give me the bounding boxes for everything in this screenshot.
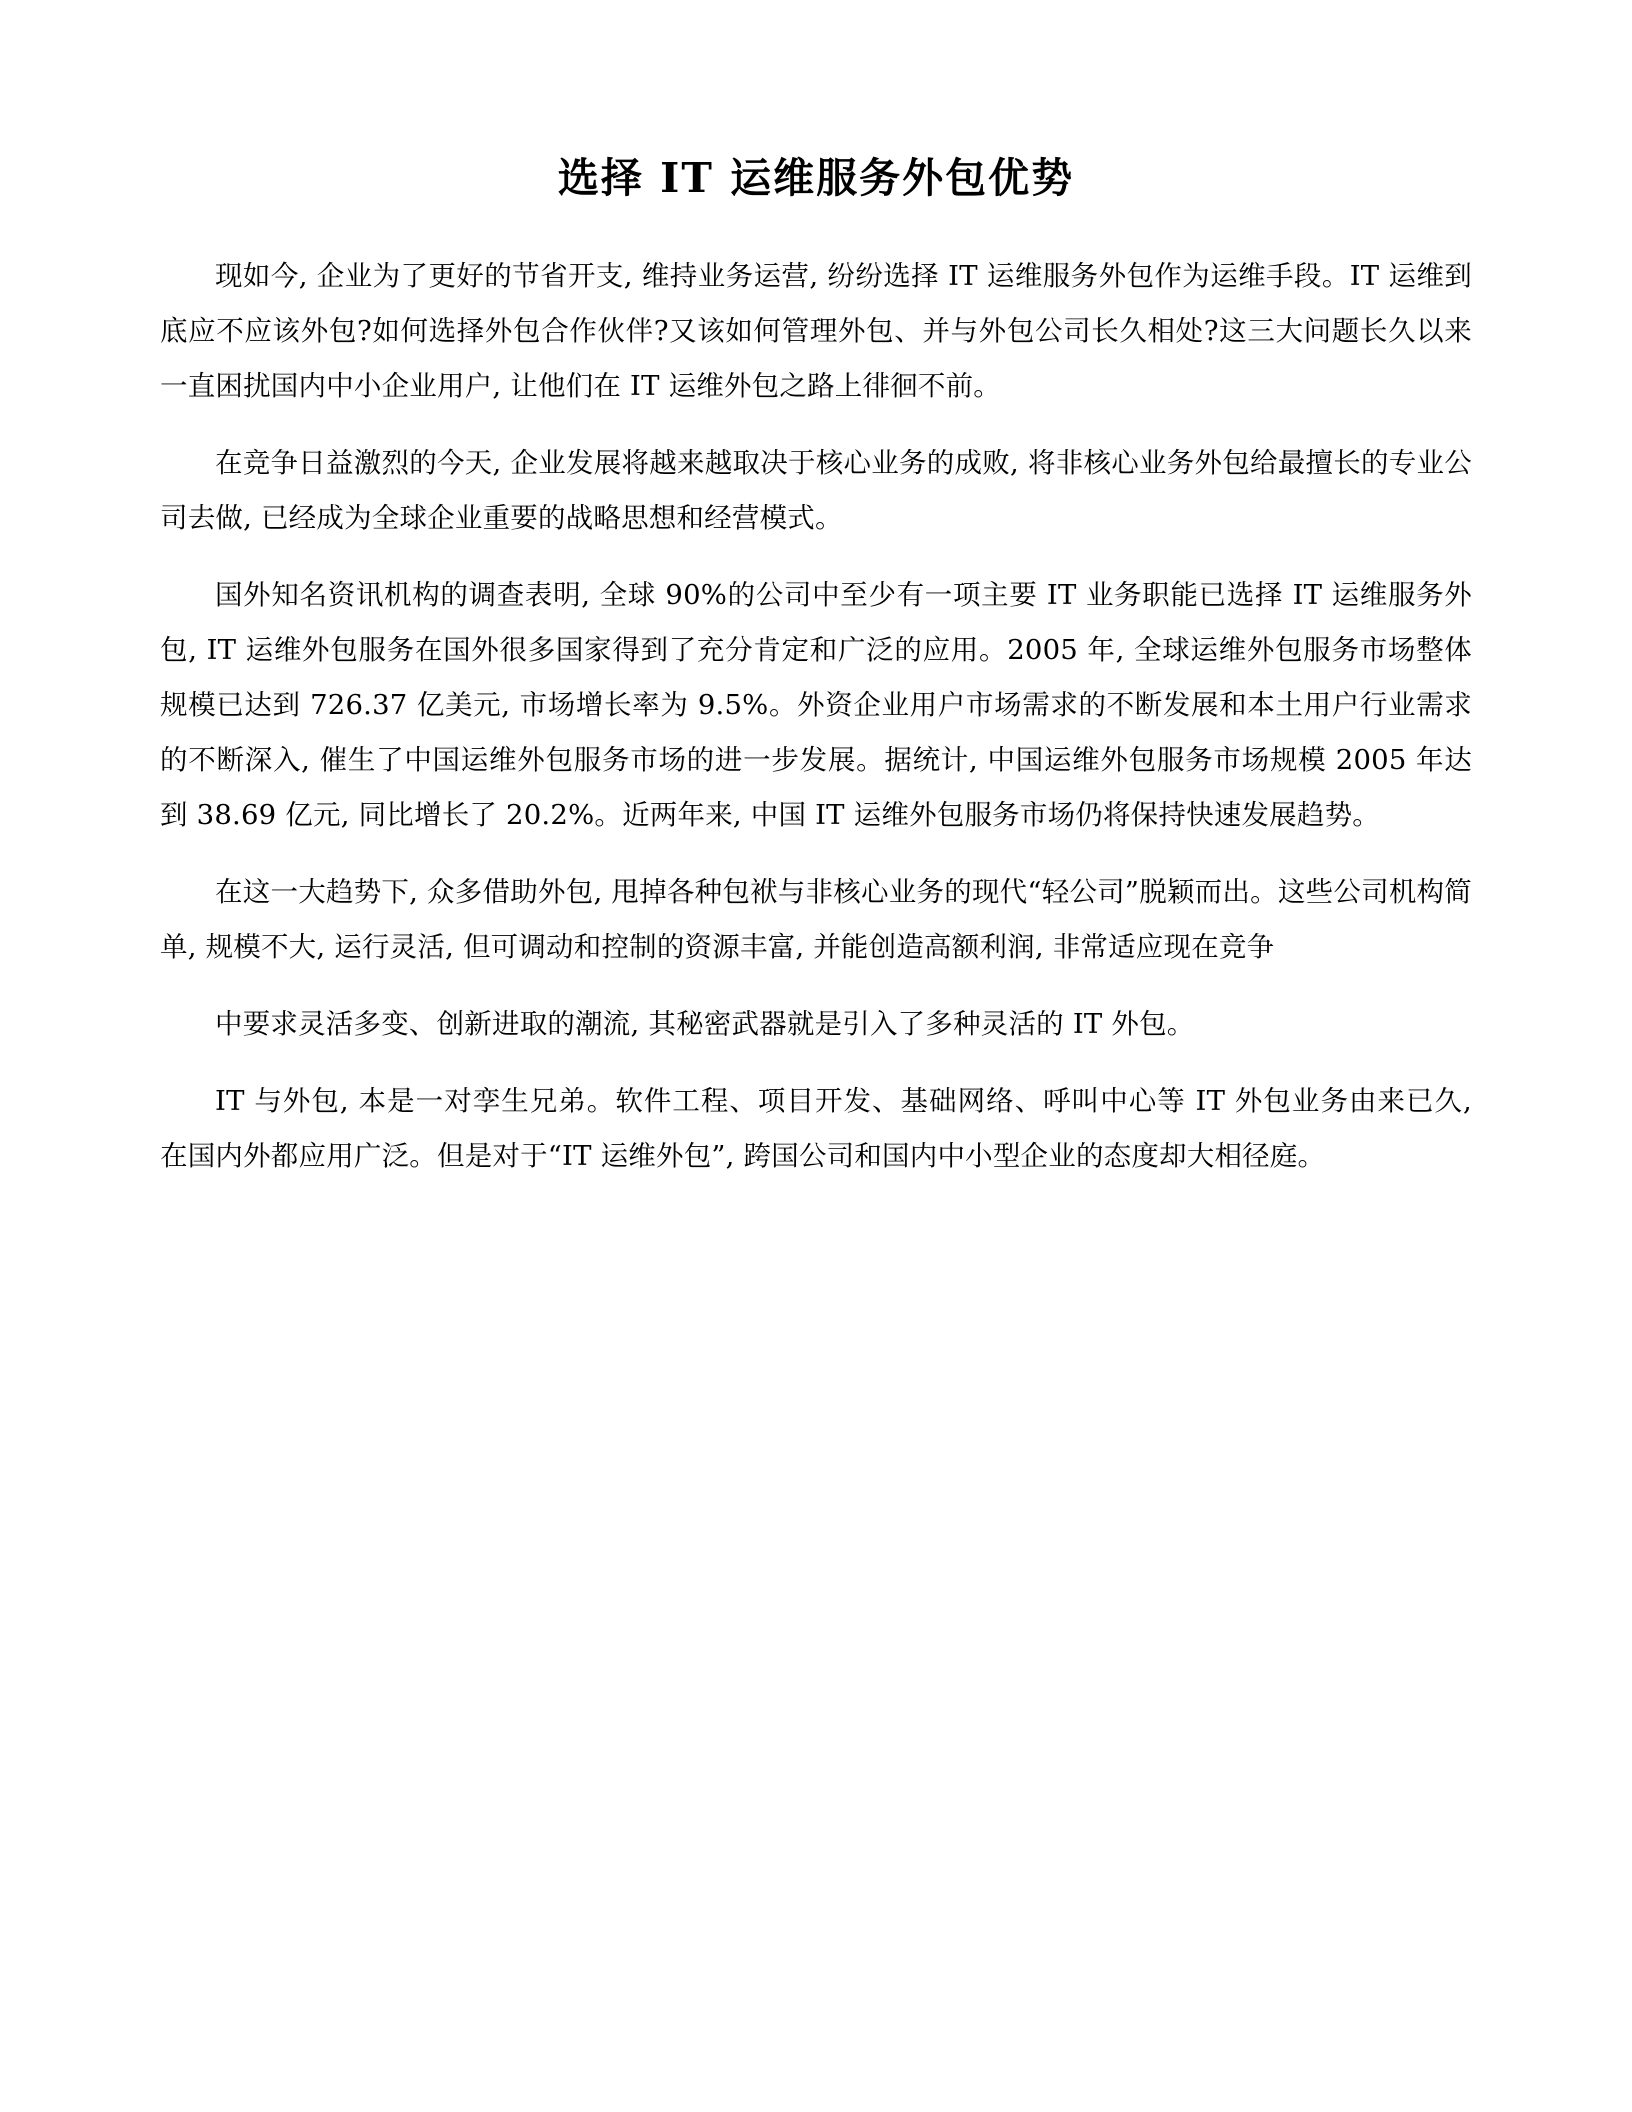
paragraph: IT 与外包, 本是一对孪生兄弟。软件工程、项目开发、基础网络、呼叫中心等 IT 外包业务由来已久, 在国内外都应用广泛。但是对于“IT 运维外包”, 跨国公司和国内中小型企业的态度却大相径庭。 (160, 1085, 1472, 1173)
paragraph: 在竞争日益激烈的今天, 企业发展将越来越取决于核心业务的成败, 将非核心业务外包给最擅长的专业公司去做, 已经成为全球企业重要的战略思想和经营模式。 (160, 447, 1472, 535)
paragraph: 中要求灵活多变、创新进取的潮流, 其秘密武器就是引入了多种灵活的 IT 外包。 (215, 1008, 1195, 1041)
paragraph: 国外知名资讯机构的调查表明, 全球 90%的公司中至少有一项主要 IT 业务职能已选择 IT 运维服务外包, IT 运维外包服务在国外很多国家得到了充分肯定和广泛的应用。2005 年, 全球运维外包服务市场整体规模已达到 726.37 亿美元, 市场增长率为 9.5%。外资企业用户市场需求的不断发展和本土用户行业需求的不断深入, 催生了中国运维外包服务市场的进一步发展。据统计, 中国运维外包服务市场规模 2005 年达到 38.69 亿元, 同比增长了 20.2%。近两年来, 中国 IT 运维外包服务市场仍将保持快速发展趋势。 (160, 579, 1472, 832)
document-body (160, 249, 1472, 1184)
page-title: 选择 IT 运维服务外包优势 (557, 154, 1075, 202)
paragraph: 在这一大趋势下, 众多借助外包, 甩掉各种包袱与非核心业务的现代“轻公司”脱颖而出。这些公司机构简单, 规模不大, 运行灵活, 但可调动和控制的资源丰富, 并能创造高额利润, 非常适应现在竞争 (160, 876, 1472, 964)
paragraph: 现如今, 企业为了更好的节省开支, 维持业务运营, 纷纷选择 IT 运维服务外包作为运维手段。IT 运维到底应不应该外包?如何选择外包合作伙伴?又该如何管理外包、并与外包公司长久相处?这三大问题长久以来一直困扰国内中小企业用户, 让他们在 IT 运维外包之路上徘徊不前。 (160, 260, 1472, 403)
